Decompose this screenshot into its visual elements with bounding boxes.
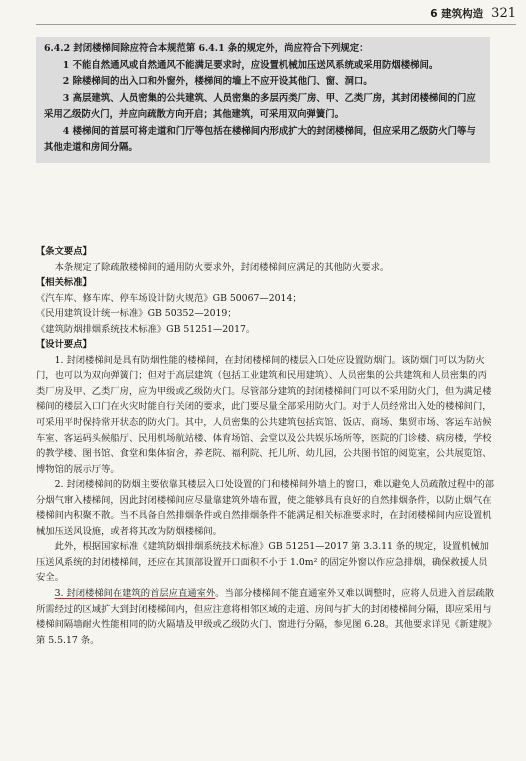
underlined-highlight: 3. 封闭楼梯间在建筑的首层应直通室外: [54, 588, 216, 600]
standard-item: 《民用建筑设计统一标准》GB 50352—2019；: [36, 308, 237, 320]
clause-title: 6.4.2 封闭楼梯间除应符合本规范第 6.4.1 条的规定外，尚应符合下列规定：: [44, 43, 369, 54]
clause-item-4: 4 楼梯间的首层可将走道和门厅等包括在楼梯间内形成扩大的封闭楼梯间，但应采用乙级防火门等与其他走道和房间分隔。: [44, 125, 476, 153]
page-number: 321: [491, 6, 516, 21]
design-paragraph-3: 此外，根据国家标准《建筑防烟排烟系统技术标准》GB 51251—2017 第 3.3.11 条的规定，设置机械加压送风系统的封闭楼梯间，还应在其顶部设置开口面积不小于 1.0m² 的固定外窗以作应急排烟，确保救援人员安全。: [36, 541, 489, 584]
clause-box: [36, 37, 490, 163]
clause-item-1: 1 不能自然通风或自然通风不能满足要求时，应设置机械加压送风系统或采用防烟楼梯间。: [62, 59, 439, 71]
header-rule: [36, 24, 516, 25]
commentary: [36, 244, 496, 648]
standard-item: 《建筑防烟排烟系统技术标准》GB 51251—2017。: [36, 323, 256, 335]
clause-item-3: 3 高层建筑、人员密集的公共建筑、人员密集的多层丙类厂房、甲、乙类厂房，其封闭楼梯间的门应采用乙级防火门，并应向疏散方向开启；其他建筑，可采用双向弹簧门。: [44, 92, 476, 120]
page-header: [430, 6, 516, 21]
key-points-text: 本条规定了除疏散楼梯间的通用防火要求外，封闭楼梯间应满足的其他防火要求。: [54, 261, 390, 273]
chapter-title: 6 建筑构造: [430, 8, 484, 20]
key-points-heading: 【条文要点】: [36, 246, 92, 257]
design-paragraph-4-rest: 。当部分楼梯间不能直通室外又难以调整时，应将人员进入首层疏散所需经过的区域扩大到封闭楼梯间内，但应注意将相邻区域的走道、房间与扩大的封闭楼梯间分隔，即应采用与楼梯间隔墙耐火性能相同的防火隔墙及甲级或乙级防火门、窗进行分隔，参见图 6.28。其他要求详见《新建规》第 5.5.17 条。: [36, 588, 495, 646]
standard-item: 《汽车库、修车库、停车场设计防火规范》GB 50067—2014；: [36, 292, 302, 304]
standards-heading: 【相关标准】: [36, 277, 92, 289]
design-paragraph-2: 2. 封闭楼梯间的防烟主要依靠其楼层入口处设置的门和楼梯间外墙上的窗口，难以避免人员疏散过程中的部分烟气窜入楼梯间，因此封闭楼梯间应尽量靠建筑外墙布置，使之能够具有良好的自然排烟条件，以防止烟气在楼梯间内积聚不散。当不具备自然排烟条件或自然排烟条件不能满足相关标准要求时，在封闭楼梯间内应设置机械加压送风设施，或者将其改为防烟楼梯间。: [36, 479, 495, 537]
design-paragraph-4: [36, 586, 496, 648]
clause-item-2: 2 除楼梯间的出入口和外窗外，楼梯间的墙上不应开设其他门、窗、洞口。: [62, 76, 373, 87]
design-paragraph-1: 1. 封闭楼梯间是具有防烟性能的楼梯间，在封闭楼梯间的楼层入口处应设置防烟门。该防烟门可以为防火门，也可以为双向弹簧门；但对于高层建筑（包括工业建筑和民用建筑）、人员密集的公共建筑和人员密集的丙类厂房及甲、乙类厂房，应为甲级或乙级防火门。尽管部分建筑的封闭楼梯间门可以不采用防火门，但为满足楼梯间的楼层入口门在火灾时能自行关闭的要求，此门要尽量全部采用防火门。对于人员经常出入处的楼梯间门，可采用平时保持常开状态的防火门。其中，人员密集的公共建筑包括宾馆、饭店、商场、集贸市场、客运车站候车室、客运码头候船厅、民用机场航站楼、体育场馆、会堂以及公共娱乐场所等，医院的门诊楼、病房楼，学校的教学楼、图书馆、食堂和集体宿舍，养老院、福利院、托儿所、幼儿园，公共图书馆的阅览室，公共展览馆、博物馆的展示厅等。: [36, 354, 492, 475]
design-heading: 【设计要点】: [36, 339, 92, 351]
